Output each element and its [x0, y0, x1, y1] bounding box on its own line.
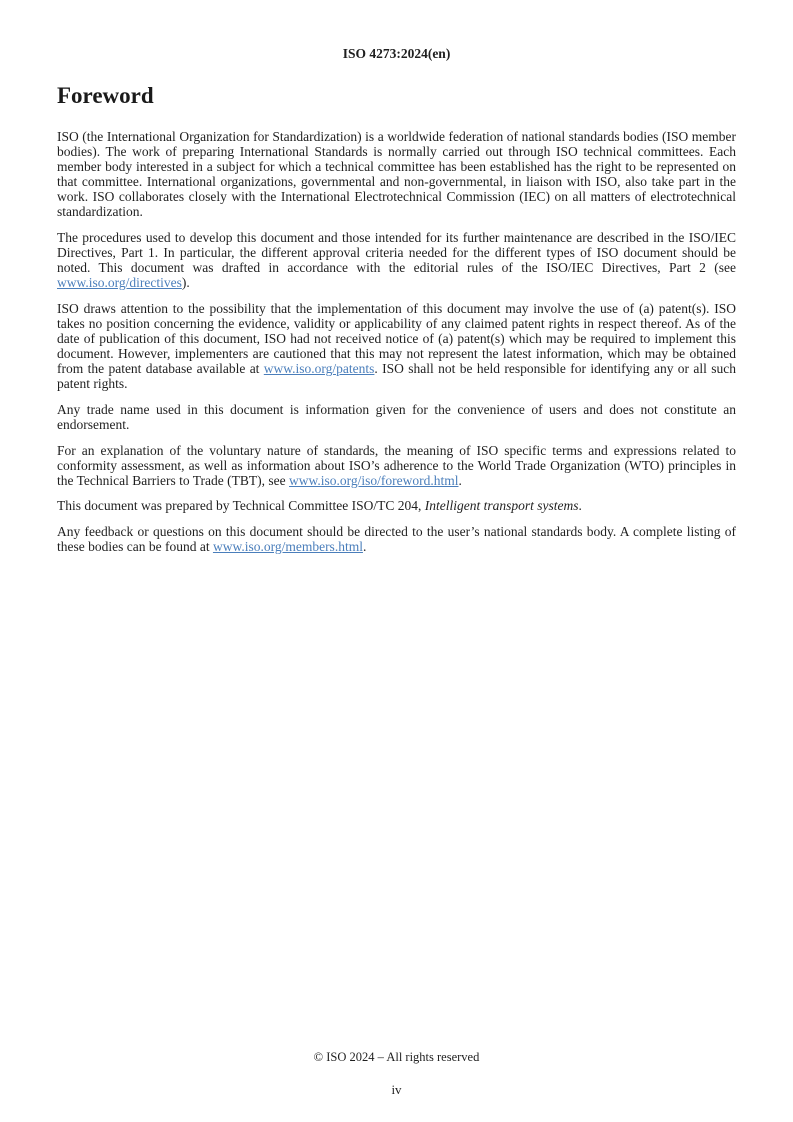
- committee-name: Intelligent transport systems: [424, 498, 579, 514]
- paragraph-text: . ISO shall not be held responsible for identifying any or all such patent rights.: [57, 361, 736, 392]
- paragraph-text: ).: [181, 275, 190, 291]
- paragraph-text: For an explanation of the voluntary nature of standards, the meaning of ISO specific terms and expressions related to conformity assessment, as well as information about ISO’s adherence to the World Trade Organization (WTO) principles in the Technical Barriers to Trade (TBT), see: [57, 442, 736, 488]
- document-id-header: ISO 4273:2024(en): [342, 46, 451, 61]
- copyright-notice: © ISO 2024 – All rights reserved: [313, 1050, 480, 1064]
- link-iso-directives[interactable]: www.iso.org/directives: [57, 275, 182, 291]
- foreword-content: [57, 129, 736, 554]
- paragraph-committee: [57, 498, 736, 513]
- paragraph-text: ISO draws attention to the possibility that the implementation of this document may involve the use of (a) patent(s). ISO takes no position concerning the evidence, validity or applicability of any claimed patent rights in respect thereof. As of the date of publication of this document, ISO had not received notice of (a) patent(s) which may be required to implement this document. However, implementers are cautioned that this may not represent the latest information, which may be obtained from the patent database available at: [57, 300, 736, 377]
- paragraph-procedures: [57, 230, 736, 290]
- paragraph-feedback: [57, 524, 736, 554]
- link-iso-patents[interactable]: www.iso.org/patents: [263, 361, 375, 377]
- paragraph-text: .: [458, 472, 462, 488]
- paragraph-text: The procedures used to develop this document and those intended for its further maintenance are described in the ISO/IEC Directives, Part 1. In particular, the different approval criteria needed for the different types of ISO document should be noted. This document was drafted in accordance with the editorial rules of the ISO/IEC Directives, Part 2 (see: [57, 230, 736, 276]
- paragraph-text: .: [362, 539, 367, 555]
- paragraph-text: This document was prepared by Technical Committee ISO/TC 204,: [57, 498, 425, 514]
- page-number: iv: [391, 1082, 402, 1097]
- page-footer: [0, 1050, 793, 1097]
- link-iso-members[interactable]: www.iso.org/members.html: [212, 539, 363, 555]
- link-iso-foreword[interactable]: www.iso.org/iso/foreword.html: [289, 472, 459, 488]
- paragraph-patents: [57, 301, 736, 392]
- paragraph-trade-name: Any trade name used in this document is information given for the convenience of users and does not constitute an endorsement.: [57, 402, 736, 433]
- page-title: Foreword: [57, 83, 154, 108]
- paragraph-text: .: [578, 498, 582, 514]
- paragraph-iso-federation: ISO (the International Organization for Standardization) is a worldwide federation of national standards bodies (ISO member bodies). The work of preparing International Standards is normally carried out through ISO technical committees. Each member body interested in a subject for which a technical committee has been established has the right to be represented on that committee. International organizations, governmental and non-governmental, in liaison with ISO, also take part in the work. ISO collaborates closely with the International Electrotechnical Commission (IEC) on all matters of electrotechnical standardization.: [57, 129, 736, 220]
- paragraph-text: Any feedback or questions on this document should be directed to the user’s national standards body. A complete listing of these bodies can be found at: [57, 524, 736, 555]
- paragraph-voluntary-nature: [57, 443, 736, 488]
